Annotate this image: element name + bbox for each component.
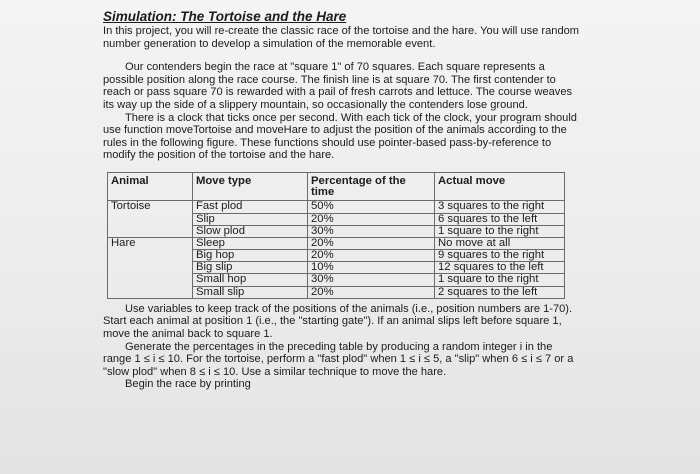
movement-rules-table <box>107 172 565 299</box>
table-cell: 12 squares to the left <box>435 262 564 274</box>
intro-paragraph: In this project, you will re-create the classic race of the tortoise and the hare. You will use random number generation to develop a simulation of the memorable event. <box>103 25 580 50</box>
clock-paragraph: There is a clock that ticks once per second. With each tick of the clock, your program should use function moveTortoise and moveHare to adjust the position of the animals according to the rules in the following figure. These functions should use pointer-based pass-by-reference to modify the position of the tortoise and the hare. <box>103 111 577 162</box>
tortoise-move-types <box>193 201 308 238</box>
table-cell: 2 squares to the left <box>438 285 538 298</box>
table-cell: Small hop <box>193 274 307 286</box>
page-title: Simulation: The Tortoise and the Hare <box>103 9 347 24</box>
table-cell: 30% <box>311 224 334 237</box>
table-cell: Big slip <box>193 262 307 274</box>
table-cell: 10% <box>308 262 434 274</box>
hare-percentages <box>308 237 435 298</box>
table-cell: 50% <box>308 201 434 213</box>
table-cell: 1 square to the right <box>435 274 564 286</box>
table-cell: Big hop <box>193 250 307 262</box>
table-row-tortoise <box>108 201 565 238</box>
table-cell: Sleep <box>193 238 307 250</box>
table-cell: 20% <box>308 238 434 250</box>
tortoise-moves <box>435 201 565 238</box>
table-cell: Fast plod <box>193 201 307 213</box>
table-row-hare <box>108 237 565 298</box>
percentages-paragraph: Generate the percentages in the preceding table by producing a random integer i in the range 1 ≤ i ≤ 10. For the tortoise, perform a "fast plod" when 1 ≤ i ≤ 5, a "slip" when 6 ≤ i ≤ 7 or a "slow plod" when 8 ≤ i ≤ 10. Use a similar technique to move the hare. <box>103 340 574 378</box>
header-animal: Animal <box>108 172 193 200</box>
table-cell: Slow plod <box>196 224 245 237</box>
table-cell: 6 squares to the left <box>435 214 564 226</box>
begin-race-paragraph: Begin the race by printing <box>125 378 251 391</box>
table-cell: No move at all <box>435 238 564 250</box>
animal-hare: Hare <box>108 237 193 298</box>
table-cell: Small slip <box>196 285 245 298</box>
table-cell: Slip <box>193 214 307 226</box>
table-cell: 1 square to the right <box>438 224 539 237</box>
table-cell: 30% <box>308 274 434 286</box>
hare-move-types <box>193 237 308 298</box>
hare-moves <box>435 237 565 298</box>
contenders-paragraph: Our contenders begin the race at "square 1" of 70 squares. Each square represents a possible position along the race course. The finish line is at square 70. The first contender to reach or pass square 70 is rewarded with a pail of fresh carrots and lettuce. The course weaves its way up the side of a slippery mountain, so occasionally the contenders lose ground. <box>103 61 573 111</box>
table-cell: 20% <box>308 214 434 226</box>
table-cell: 3 squares to the right <box>435 201 564 213</box>
animal-tortoise: Tortoise <box>108 201 193 238</box>
header-move-type: Move type <box>193 172 308 200</box>
table-cell: 9 squares to the right <box>435 250 564 262</box>
table-cell: 20% <box>308 250 434 262</box>
tortoise-percentages <box>308 201 435 238</box>
header-percentage: Percentage of the time <box>308 172 435 200</box>
table-header-row <box>108 172 565 200</box>
document-content <box>103 9 581 391</box>
header-actual-move: Actual move <box>435 172 565 200</box>
positions-paragraph: Use variables to keep track of the positions of the animals (i.e., position numbers are 1-70). Start each animal at position 1 (i.e., the "starting gate"). If an animal slips left before square 1, move the animal back to square 1. <box>103 302 573 341</box>
table-cell: 20% <box>311 285 334 298</box>
